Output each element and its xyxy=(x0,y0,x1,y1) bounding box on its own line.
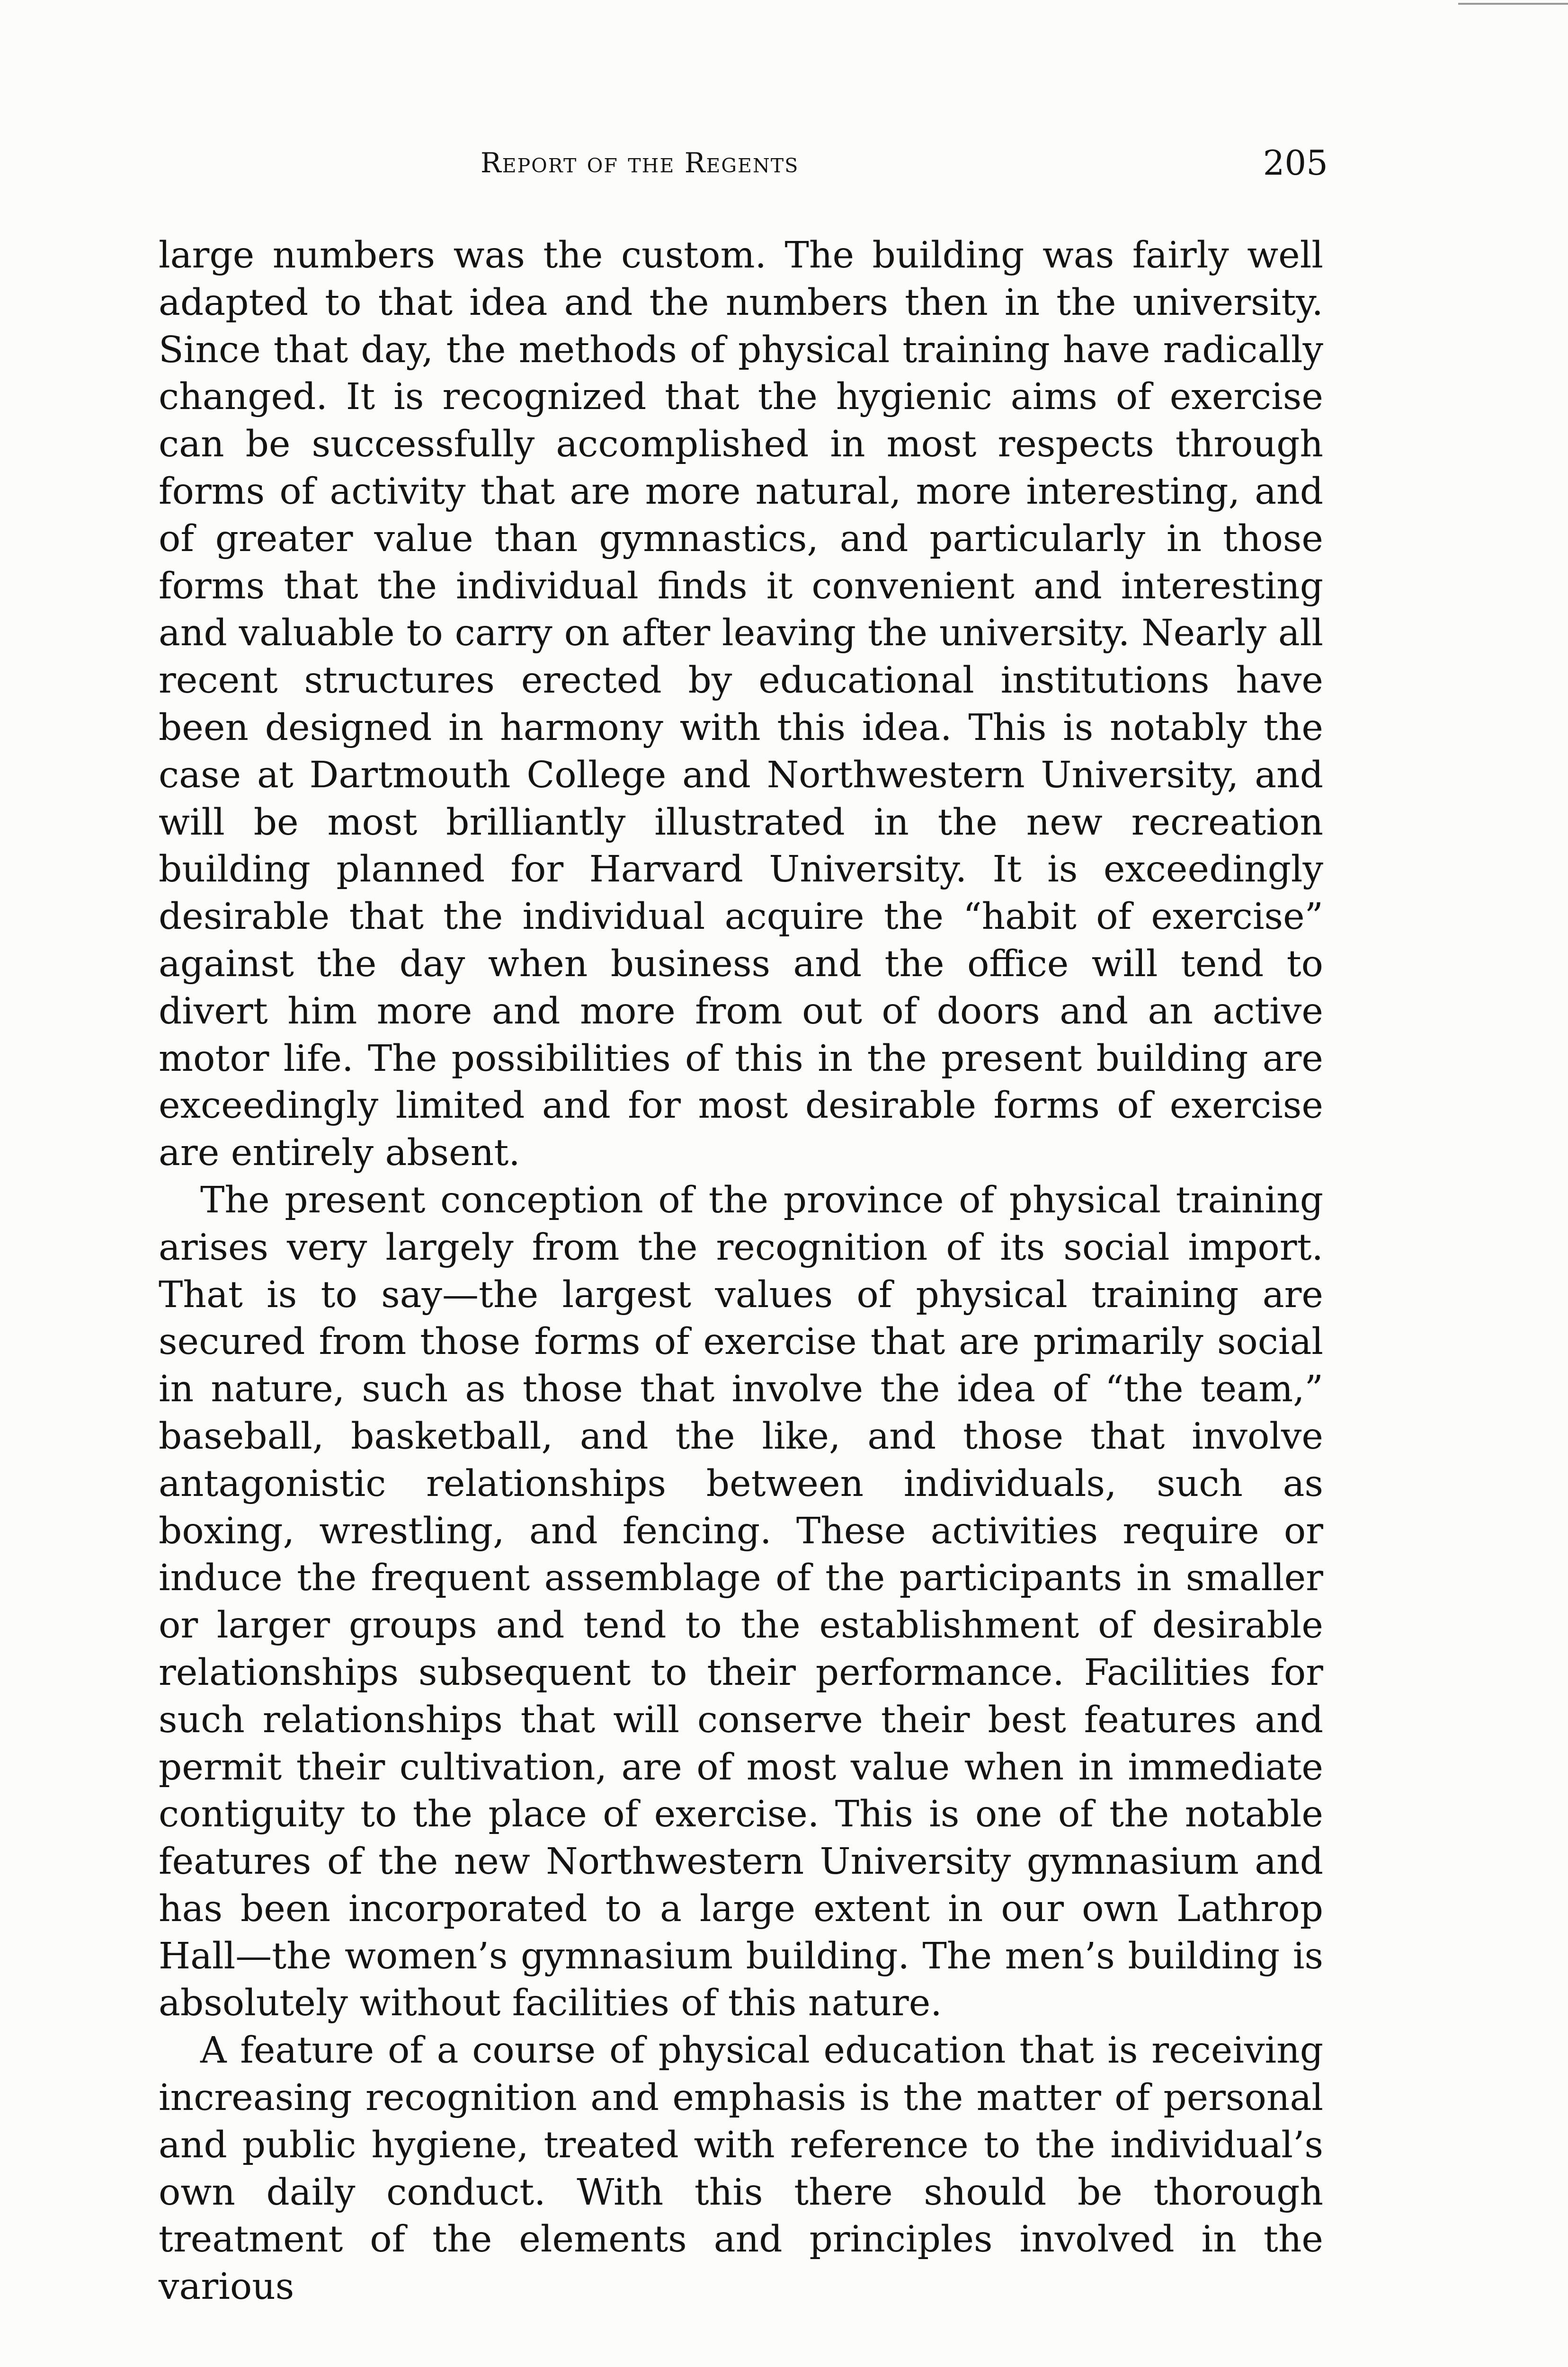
paragraph-3: A feature of a course of physical education that is receiving increasing recognition and emphasis is the matter of personal and public hygiene, treated with reference to the individual’s own daily conduct. With this there should be thorough treatment of the elements and principles involved in the various xyxy=(159,2029,1323,2308)
paragraph-2: The present conception of the province of physical training arises very largely from the recognition of its social import. That is to say—the largest values of physical training are secured from those forms of exercise that are primarily social in nature, such as those that involve the idea of “the team,” baseball, basketball, and the like, and those that involve antagonistic relationships between individuals, such as boxing, wrestling, and fencing. These activities require or induce the frequent assemblage of the participants in smaller or larger groups and tend to the establishment of desirable relationships subsequent to their performance. Facilities for such relationships that will conserve their best features and permit their cultivation, are of most value when in immediate contiguity to the place of exercise. This is one of the notable features of the new Northwestern University gymnasium and has been incorporated to a large extent in our own Lathrop Hall—the women’s gymnasium building. The men’s building is absolutely without facilities of this nature. xyxy=(159,1179,1323,2025)
paragraph-1: large numbers was the custom. The building was fairly well adapted to that idea and the numbers then in the university. Since that day, the methods of physical training have radically changed. It is recognized that the hygienic aims of exercise can be successfully accomplished in most respects through forms of activity that are more natural, more interesting, and of greater value than gymnastics, and particularly in those forms that the individual finds it convenient and interesting and valuable to carry on after leaving the university. Nearly all recent structures erected by educational institutions have been designed in harmony with this idea. This is notably the case at Dartmouth College and Northwestern University, and will be most brilliantly illustrated in the new recreation building planned for Harvard University. It is exceedingly desirable that the individual acquire the “habit of exercise” against the day when business and the office will tend to divert him more and more from out of doors and an active motor life. The possibilities of this in the present building are exceedingly limited and for most desirable forms of exercise are entirely absent. xyxy=(159,234,1323,1175)
page-number: 205 xyxy=(1263,143,1328,183)
running-head: Report of the Regents xyxy=(481,147,799,179)
page-header xyxy=(159,143,1328,199)
top-edge-rule xyxy=(1458,3,1568,5)
body-text xyxy=(159,232,1323,2311)
